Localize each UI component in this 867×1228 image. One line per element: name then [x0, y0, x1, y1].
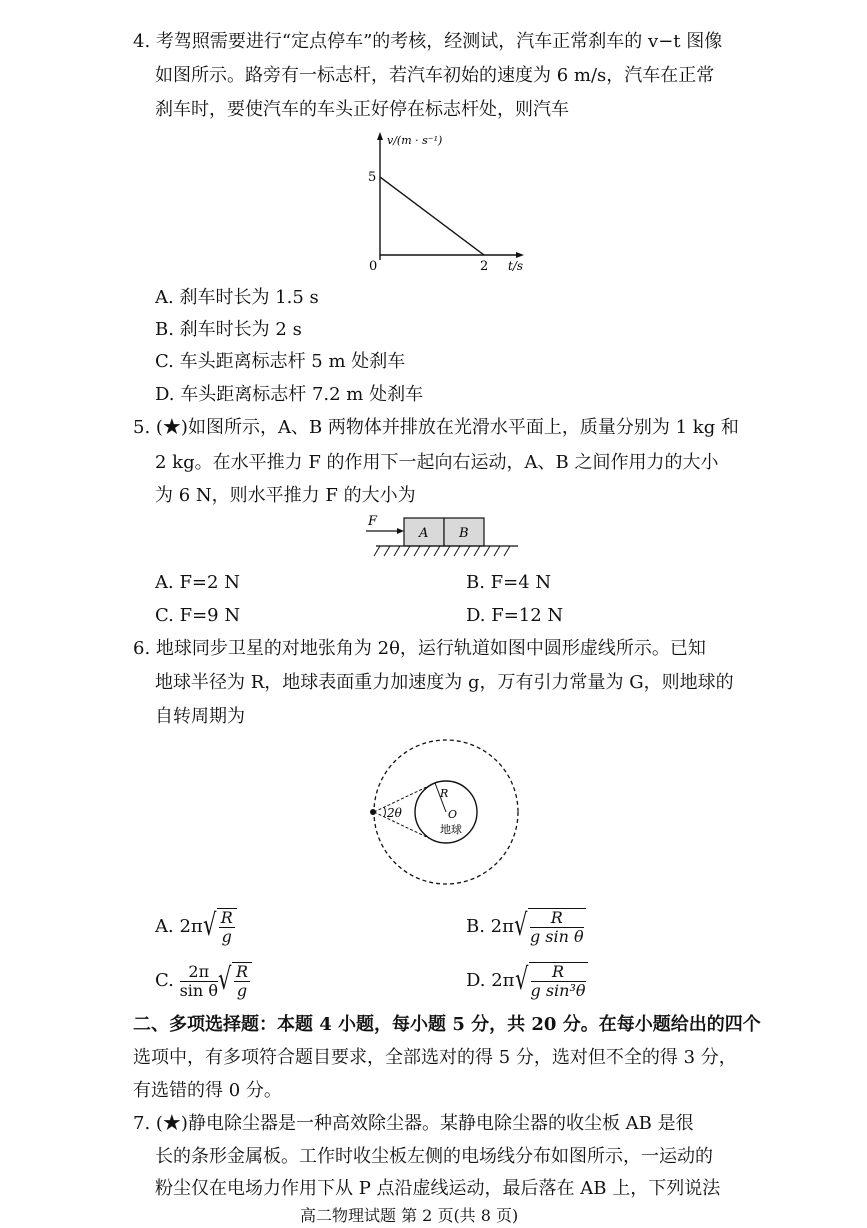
q5-line-3: 为 6 N，则水平推力 F 的大小为	[155, 485, 416, 506]
q7-line-2: 长的条形金属板。工作时收尘板左侧的电场线分布如图所示，一运动的	[155, 1146, 713, 1167]
q6-option-c-prefix: C.	[155, 970, 174, 991]
q6-option-b-num: R	[530, 909, 584, 928]
graph-y-arrow	[377, 132, 383, 140]
q4-option-b: B. 刹车时长为 2 s	[155, 319, 302, 340]
angle-arc	[384, 807, 385, 817]
page-footer: 高二物理试题 第 2 页(共 8 页)	[300, 1206, 519, 1225]
q6-option-a	[155, 908, 237, 946]
center-label: O	[448, 808, 458, 821]
force-label: F	[368, 514, 378, 529]
section2-line-1: 二、多项选择题：本题 4 小题，每小题 5 分，共 20 分。在每小题给出的四个	[133, 1014, 761, 1035]
q6-option-b-sqrt: √ $\frac{R}{\text{g sin θ}}$	[513, 908, 584, 946]
force-arrowhead	[397, 528, 404, 534]
q7-line-3: 粉尘仅在电场力作用下从 P 点沿虚线运动，最后落在 AB 上，下列说法	[155, 1178, 721, 1199]
q6-option-c-den: g	[236, 981, 248, 1000]
q6-option-a-sqrt: √ $\frac{R}{g}$	[203, 908, 237, 946]
graph-x-arrow	[516, 252, 524, 258]
q4-option-d: D. 车头距离标志杆 7.2 m 处刹车	[155, 384, 424, 405]
q6-line-2: 地球半径为 R，地球表面重力加速度为 g，万有引力常量为 G，则地球的	[155, 672, 734, 693]
q6-option-c-fden: sin θ	[179, 980, 218, 1000]
q6-line-1: 6. 地球同步卫星的对地张角为 2θ，运行轨道如图中圆形虚线所示。已知	[133, 638, 706, 659]
q6-option-c-sqrt: √ $\frac{R}{g}$	[218, 962, 252, 1000]
q6-option-c	[155, 962, 252, 1000]
graph-line	[380, 177, 484, 255]
blocks-figure	[362, 510, 522, 562]
section2-line-3: 有选错的得 0 分。	[133, 1080, 282, 1101]
q6-option-b-prefix: B. 2π	[466, 916, 514, 937]
q6-option-a-prefix: A. 2π	[155, 916, 203, 937]
satellite-dot	[370, 809, 376, 815]
q6-option-b-den: g sin θ	[529, 927, 584, 946]
tangent-lower	[374, 812, 435, 841]
graph-x-tick: 2	[480, 259, 489, 274]
q6-line-3: 自转周期为	[155, 706, 245, 727]
q4-line-3: 刹车时，要使汽车的车头正好停在标志杆处，则汽车	[155, 99, 569, 120]
q5-option-b: B. F=4 N	[466, 572, 552, 593]
q4-option-a: A. 刹车时长为 1.5 s	[155, 287, 319, 308]
section2-line-2: 选项中，有多项符合题目要求，全部选对的得 5 分，选对但不全的得 3 分，	[133, 1047, 737, 1068]
q4-line-1: 4. 考驾照需要进行“定点停车”的考核，经测试，汽车正常刹车的 v−t 图像	[133, 31, 723, 52]
graph-x-label: t/s	[508, 259, 524, 273]
q6-option-c-num: R	[235, 962, 248, 981]
q6-option-d	[466, 962, 588, 1000]
orbit-figure	[360, 732, 525, 892]
vt-graph	[355, 128, 535, 276]
block-b-label: B	[459, 526, 469, 541]
q6-option-a-num: R	[220, 908, 233, 927]
tangent-upper	[374, 783, 435, 812]
block-a-label: A	[419, 526, 429, 541]
q5-line-2: 2 kg。在水平推力 F 的作用下一起向右运动，A、B 之间作用力的大小	[155, 452, 719, 473]
graph-y-label: v/(m · s⁻¹)	[387, 134, 443, 147]
q6-option-a-den: g	[221, 927, 232, 946]
q5-line-1: 5. (★)如图所示，A、B 两物体并排放在光滑水平面上，质量分别为 1 kg 和	[133, 417, 739, 438]
q6-option-c-fnum: 2π	[180, 963, 218, 982]
earth-label: 地球	[440, 823, 462, 836]
q4-line-2: 如图所示。路旁有一标志杆，若汽车初始的速度为 6 m/s，汽车在正常	[155, 65, 715, 86]
q6-option-d-prefix: D. 2π	[466, 970, 515, 991]
q5-option-c: C. F=9 N	[155, 605, 241, 626]
q6-option-d-sqrt: √ $\frac{R}{\text{g sin³θ}}$	[514, 962, 586, 1000]
angle-label: 2θ	[387, 806, 402, 820]
q5-option-a: A. F=2 N	[155, 572, 240, 593]
q6-option-d-num: R	[531, 963, 586, 982]
q6-option-b	[466, 908, 586, 946]
q6-option-d-den: g sin³θ	[530, 981, 586, 1000]
ground-hatch	[374, 546, 510, 556]
q5-option-d: D. F=12 N	[466, 605, 564, 626]
graph-y-tick: 5	[368, 170, 377, 185]
q4-option-c: C. 车头距离标志杆 5 m 处刹车	[155, 351, 406, 372]
radius-label: R	[440, 787, 449, 800]
graph-origin: 0	[369, 259, 378, 274]
q7-line-1: 7. (★)静电除尘器是一种高效除尘器。某静电除尘器的收尘板 AB 是很	[133, 1113, 694, 1134]
